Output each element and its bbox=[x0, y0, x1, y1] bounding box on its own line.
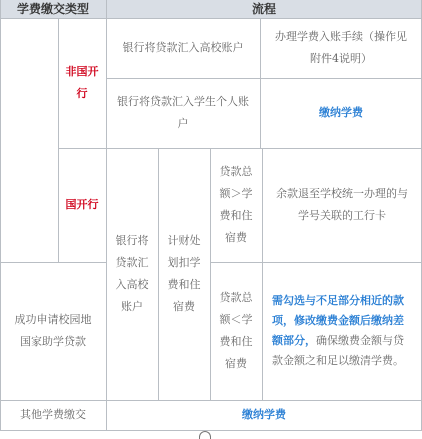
grid-line bbox=[262, 148, 263, 400]
campus-loan-label: 成功申请校园地国家助学贷款 bbox=[14, 313, 92, 348]
cropped-circle-icon bbox=[199, 431, 211, 439]
non-cdb-option-2: 银行将贷款汇入学生个人账户 bbox=[117, 95, 249, 130]
grid-line bbox=[210, 148, 211, 400]
other-payment-label: 其他学费缴交 bbox=[20, 408, 86, 421]
non-cdb-option-1: 银行将贷款汇入高校账户 bbox=[122, 41, 244, 54]
non-cdb-label: 非国开行 bbox=[65, 65, 99, 100]
left-group-label bbox=[0, 18, 58, 262]
grid-line bbox=[58, 18, 59, 262]
header-type: 学费缴交类型 bbox=[0, 0, 106, 18]
non-cdb-option-1-action: 办理学费入账手续（操作见附件4说明） bbox=[275, 30, 407, 65]
other-payment-action: 缴纳学费 bbox=[242, 408, 286, 421]
grid-line bbox=[106, 0, 107, 430]
grid-line bbox=[158, 148, 159, 400]
finance-flow: 计财处划扣学费和住宿费 bbox=[167, 234, 201, 313]
grid-line bbox=[210, 262, 422, 263]
grid-line bbox=[0, 0, 1, 430]
non-cdb-option-2-action: 缴纳学费 bbox=[319, 106, 363, 119]
bank-flow: 银行将贷款汇入高校账户 bbox=[115, 234, 149, 313]
grid-line bbox=[106, 78, 422, 79]
loan-less-action-plain: 确保缴费金额与贷款金额之和足以缴清学费。 bbox=[272, 334, 404, 367]
loan-less-action bbox=[262, 262, 422, 400]
grid-line bbox=[0, 262, 106, 263]
grid-line bbox=[58, 148, 422, 149]
cdb-label: 国开行 bbox=[65, 198, 99, 211]
header-flow: 流程 bbox=[106, 0, 422, 18]
grid-line bbox=[260, 18, 261, 148]
loan-more-label: 贷款总额＞学费和住宿费 bbox=[219, 165, 253, 244]
grid-line bbox=[0, 430, 422, 431]
loan-more-action: 余款退至学校统一办理的与学号关联的工行卡 bbox=[276, 187, 408, 222]
grid-line bbox=[0, 400, 422, 401]
grid-line bbox=[0, 18, 422, 19]
loan-less-action-bold: 需勾选与不足部分相近的款项，修改缴费金额后缴纳差额部分， bbox=[272, 294, 404, 347]
loan-less-label: 贷款总额＜学费和住宿费 bbox=[219, 291, 253, 370]
